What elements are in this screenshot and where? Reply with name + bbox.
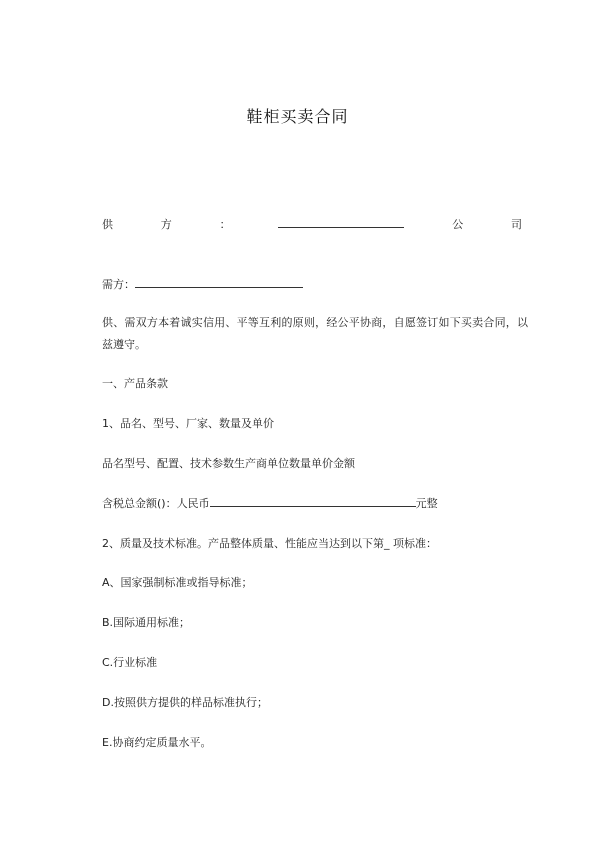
option-d: D.按照供方提供的样品标准执行； <box>102 696 268 709</box>
buyer-label: 需方： <box>102 278 135 291</box>
supplier-label-2: 方 <box>160 218 172 231</box>
supplier-suffix-2: 司 <box>510 218 522 231</box>
supplier-line <box>102 214 522 235</box>
option-c: C.行业标准 <box>102 656 158 669</box>
supplier-colon: ： <box>219 218 231 231</box>
buyer-name-blank[interactable] <box>135 275 303 288</box>
option-a: A、国家强制标准或指导标准； <box>102 576 253 589</box>
option-b: B.国际通用标准； <box>102 616 191 629</box>
table-header-text: 品名型号、配置、技术参数生产商单位数量单价金额 <box>102 457 355 470</box>
section-1-heading: 一、产品条款 <box>102 377 168 390</box>
option-e: E.协商约定质量水平。 <box>102 736 212 749</box>
total-amount-line <box>102 493 522 514</box>
supplier-name-blank[interactable] <box>278 215 404 228</box>
item-1-text: 1、品名、型号、厂家、数量及单价 <box>102 417 274 430</box>
supplier-label-1: 供 <box>102 218 113 231</box>
document-title: 鞋柜买卖合同 <box>246 107 349 126</box>
buyer-line <box>102 274 522 295</box>
supplier-suffix-1: 公 <box>452 218 464 231</box>
item-2-text: 2、质量及技术标准。产品整体质量、性能应当达到以下第_ 项标准： <box>102 537 437 550</box>
total-prefix: 含税总金额()：人民币 <box>102 497 210 510</box>
intro-paragraph: 供、需双方本着诚实信用、平等互利的原则，经公平协商，自愿签订如下买卖合同，以兹遵守。 <box>102 316 528 351</box>
total-suffix: 元整 <box>415 497 438 510</box>
total-amount-blank[interactable] <box>210 494 416 507</box>
